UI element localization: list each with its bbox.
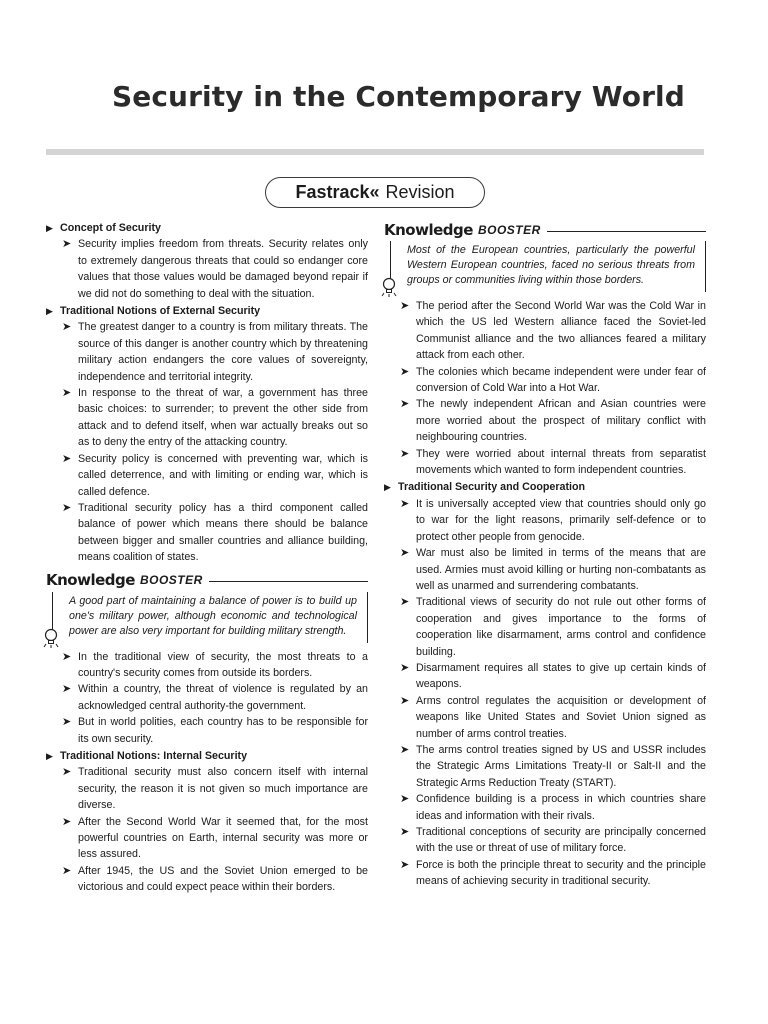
triangle-bullet-icon: ▶ [46, 306, 53, 317]
bullet-point: ➤ After 1945, the US and the Soviet Union emerged to be victorious and could expect peace within their borders. [62, 864, 368, 894]
knowledge-booster-box [46, 570, 368, 643]
arrow-bullet-icon: ➤ [62, 650, 72, 663]
section-heading: ▶ Traditional Notions of External Security [46, 303, 368, 319]
bullet-point: ➤ Force is both the principle threat to security and the principle means of achieving security in traditional security. [400, 858, 706, 888]
bullet-point: ➤ It is universally accepted view that countries should only go to war for the light reasons, primarily self-defence or to protect other people from genocide. [400, 497, 706, 543]
bullet-point: ➤ War must also be limited in terms of the means that are used. Armies must avoid killing or hurting non-combatants as well as unarmed and surrendering combatants. [400, 547, 706, 592]
arrow-bullet-icon: ➤ [400, 694, 410, 707]
section-heading: ▶ Traditional Security and Cooperation [384, 479, 706, 495]
bullet-point: ➤ Within a country, the threat of violence is regulated by an acknowledged central authority-the government. [62, 683, 368, 712]
arrow-bullet-icon: ➤ [400, 365, 410, 378]
arrow-bullet-icon: ➤ [62, 387, 72, 400]
knowledge-booster-text: Most of the European countries, particularly the powerful Western European countries, faced no serious threats from groups or communities living within those borders. [390, 241, 706, 292]
arrow-bullet-icon: ➤ [62, 501, 72, 514]
arrow-bullet-icon: ➤ [400, 547, 410, 560]
knowledge-booster-header [46, 570, 368, 592]
bullet-point: ➤ Arms control regulates the acquisition or development of weapons like United States and Soviet Union signed as number of arms control treaties. [400, 694, 706, 740]
knowledge-booster-title: Knowledge [46, 571, 135, 590]
arrow-bullet-icon: ➤ [400, 858, 410, 871]
lightbulb-icon [379, 276, 399, 298]
bullet-point: ➤ The period after the Second World War was the Cold War in which the US led Western alliance faced the Soviet-led Communist alliance and the two alliances feared a military attack from each other. [400, 300, 706, 362]
triangle-bullet-icon: ▶ [46, 750, 53, 761]
arrow-bullet-icon: ➤ [62, 864, 72, 877]
arrow-bullet-icon: ➤ [62, 452, 72, 465]
knowledge-booster-title: Knowledge [384, 220, 473, 239]
arrow-bullet-icon: ➤ [400, 826, 410, 838]
arrow-bullet-icon: ➤ [62, 321, 72, 334]
arrow-bullet-icon: ➤ [62, 815, 72, 828]
knowledge-booster-subtitle: BOOSTER [139, 573, 203, 588]
arrow-bullet-icon: ➤ [400, 793, 410, 806]
knowledge-booster-text: A good part of maintaining a balance of power is to build up one's military power, although economic and technological power are also very important for building military strength. [52, 592, 368, 643]
title-divider [46, 149, 704, 155]
arrow-bullet-icon: ➤ [400, 661, 410, 674]
section-heading: ▶ Concept of Security [46, 220, 368, 236]
left-column [46, 219, 368, 896]
arrow-bullet-icon: ➤ [400, 497, 410, 510]
bullet-point: ➤ Traditional conceptions of security are principally concerned with the use or threat of use of military force. [400, 826, 706, 855]
knowledge-booster-subtitle: BOOSTER [477, 222, 541, 237]
knowledge-booster-header [384, 219, 706, 241]
bullet-point: ➤ After the Second World War it seemed that, for the most powerful countries on Earth, internal security was more or less assured. [62, 815, 368, 861]
arrow-bullet-icon: ➤ [62, 716, 72, 729]
bullet-point: ➤ Confidence building is a process in which countries share ideas and information with their rivals. [400, 793, 706, 822]
badge-brand: Fastrack« [295, 182, 380, 202]
bullet-point: ➤ The greatest danger to a country is from military threats. The source of this danger is another country which by threatening military action endangers the core values of sovereignty, independence and territorial integrity. [62, 321, 368, 383]
arrow-bullet-icon: ➤ [400, 300, 410, 312]
bullet-point: ➤ The newly independent African and Asian countries were more worried about the prospect of military conflict with neighbouring countries. [400, 398, 706, 444]
bullet-point: ➤ They were worried about internal threats from separatist movements which wanted to form independent countries. [400, 447, 706, 477]
section-heading: ▶ Traditional Notions: Internal Security [46, 748, 368, 764]
arrow-bullet-icon: ➤ [400, 743, 410, 756]
knowledge-booster-rule [547, 231, 706, 232]
bullet-point: ➤ But in world polities, each country has to be responsible for its own security. [62, 716, 368, 745]
bullet-point: ➤ Disarmament requires all states to give up certain kinds of weapons. [400, 661, 706, 691]
page-title: Security in the Contemporary World [112, 80, 685, 113]
knowledge-booster-box [384, 219, 706, 292]
bullet-point: ➤ Traditional security must also concern itself with internal security, the reason it is not given so much importance are diverse. [62, 766, 368, 812]
fastrack-revision-badge [265, 177, 485, 208]
lightbulb-icon [41, 627, 61, 649]
bullet-point: ➤ The arms control treaties signed by US and USSR includes the Strategic Arms Limitations Treaty-II or Salt-II and the Strategic Arms Reduction Treaty (START). [400, 743, 706, 789]
bullet-point: ➤ In the traditional view of security, the most threats to a country's security comes from outside its borders. [62, 650, 368, 679]
bullet-point: ➤ Security implies freedom from threats. Security relates only to extremely dangerous threats that could so endanger core values that those values would be damaged beyond repair if we did not do something to deal with the situation. [62, 238, 368, 300]
arrow-bullet-icon: ➤ [62, 766, 72, 779]
triangle-bullet-icon: ▶ [384, 482, 391, 493]
bullet-point: ➤ Traditional views of security do not rule out other forms of cooperation and gives importance to the forms of cooperation like disarmament, arms control and confidence building. [400, 596, 706, 658]
triangle-bullet-icon: ▶ [46, 223, 53, 233]
badge-label: Revision [385, 182, 455, 202]
knowledge-booster-rule [209, 581, 368, 582]
bullet-point: ➤ The colonies which became independent were under fear of conversion of Cold War into a Hot War. [400, 365, 706, 395]
arrow-bullet-icon: ➤ [400, 596, 410, 609]
right-column [384, 219, 706, 890]
arrow-bullet-icon: ➤ [62, 683, 72, 696]
bullet-point: ➤ In response to the threat of war, a government has three basic choices: to surrender; to prevent the other side from attack and to defend itself, when war actually breaks out so as to deny the entry of the attacking country. [62, 387, 368, 449]
bullet-point: ➤ Traditional security policy has a third component called balance of power which means there should be balance between bigger and smaller countries and alliance building, means coalition of states. [62, 501, 368, 564]
arrow-bullet-icon: ➤ [400, 447, 410, 460]
arrow-bullet-icon: ➤ [400, 398, 410, 411]
bullet-point: ➤ Security policy is concerned with preventing war, which is called deterrence, and with limiting or ending war, which is called defence. [62, 452, 368, 498]
arrow-bullet-icon: ➤ [62, 238, 72, 251]
